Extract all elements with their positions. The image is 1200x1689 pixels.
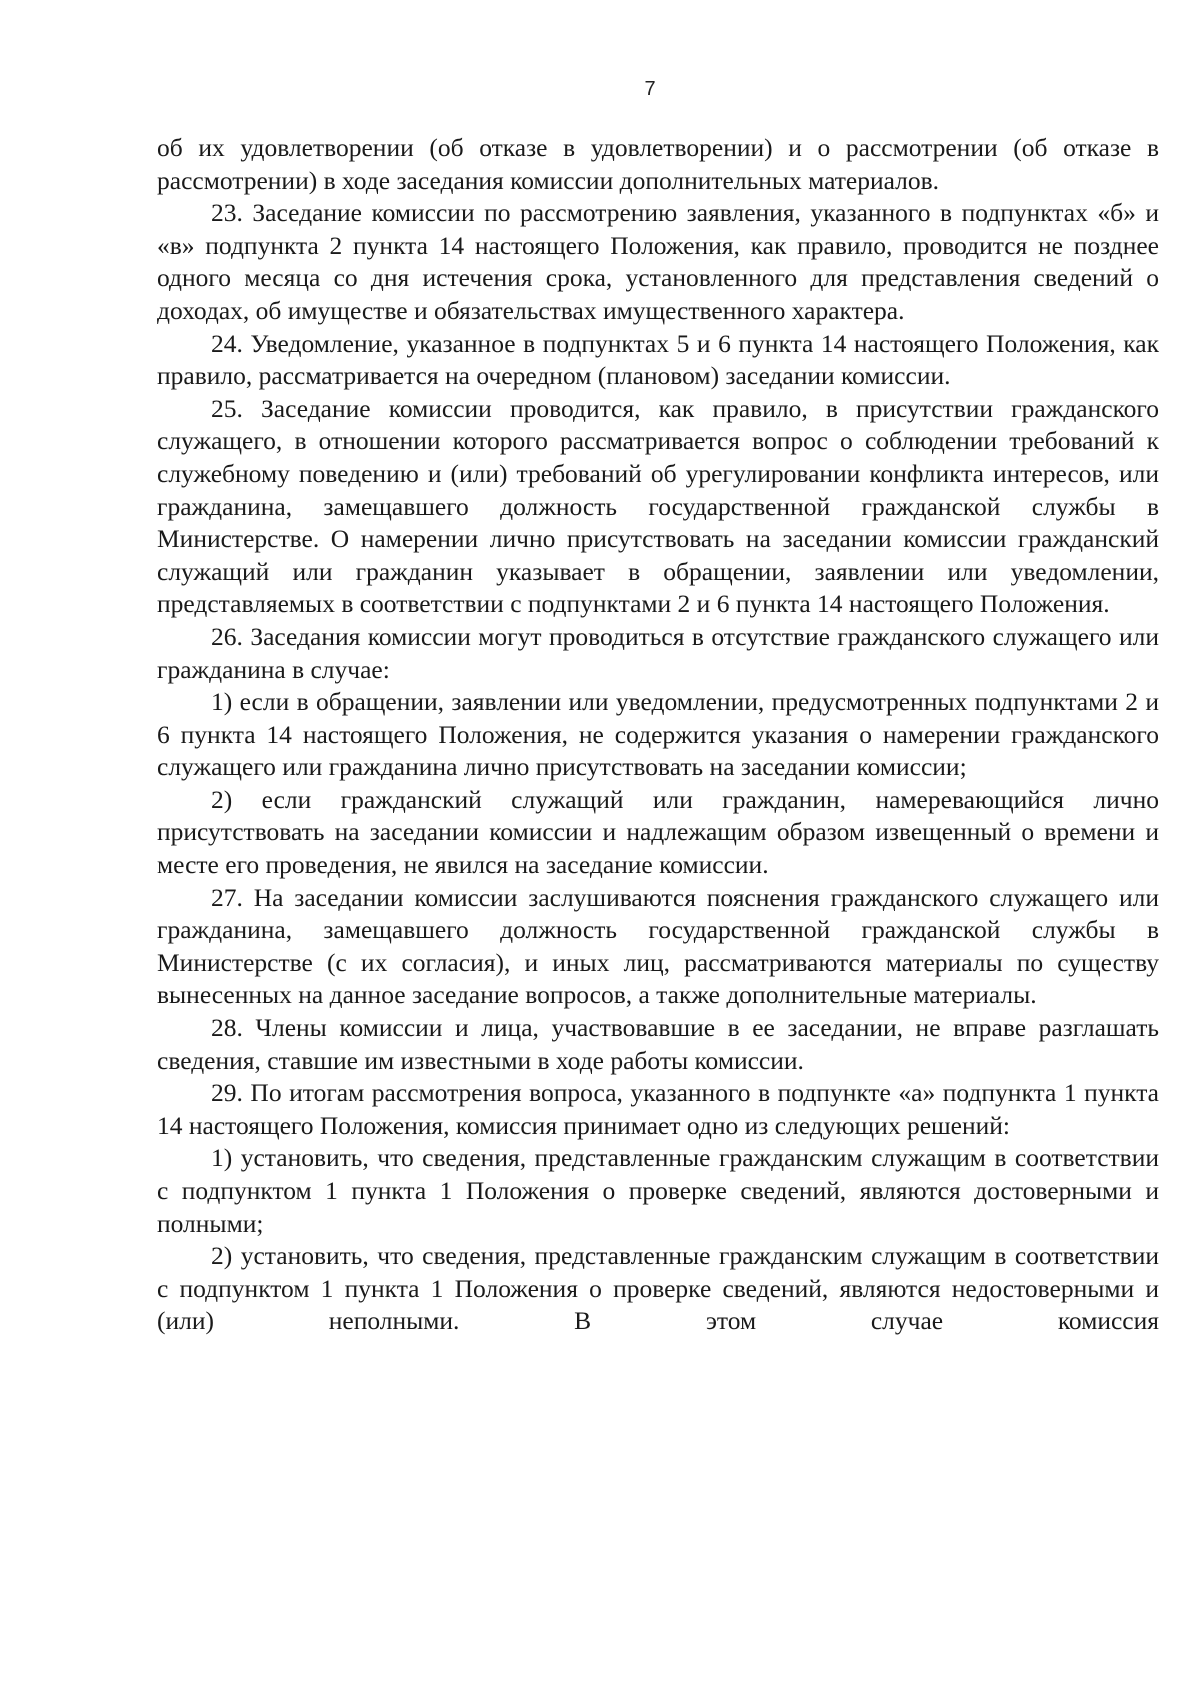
document-body [157,132,1159,1338]
paragraph-28: 28. Члены комиссии и лица, участвовавшие в ее заседании, не вправе разглашать сведения, ставшие им известными в ходе работы комиссии. [157,1013,1159,1075]
paragraph-25: 25. Заседание комиссии проводится, как правило, в присутствии гражданского служащего, в отношении которого рассматривается вопрос о соблюдении требований к служебному поведению и (или) требований об урегулировании конфликта интересов, или гражданина, замещавшего должность государственной гражданской службы в Министерстве. О намерении лично присутствовать на заседании комиссии гражданский служащий или гражданин указывает в обращении, заявлении или уведомлении, представляемых в соответствии с подпунктами 2 и 6 пункта 14 настоящего Положения. [157,393,1159,619]
paragraph-continuation: об их удовлетворении (об отказе в удовлетворении) и о рассмотрении (об отказе в рассмотрении) в ходе заседания комиссии дополнительных материалов. [157,133,1159,195]
paragraph-29-item-2: 2) установить, что сведения, представленные гражданским служащим в соответствии с подпунктом 1 пункта 1 Положения о проверке сведений, являются недостоверными и (или) неполными. В этом случае комиссия [157,1241,1159,1336]
paragraph-23: 23. Заседание комиссии по рассмотрению заявления, указанного в подпунктах «б» и «в» подпункта 2 пункта 14 настоящего Положения, как правило, проводится не позднее одного месяца со дня истечения срока, установленного для представления сведений о доходах, об имуществе и обязательствах имущественного характера. [157,198,1159,325]
paragraph-26-item-2: 2) если гражданский служащий или гражданин, намеревающийся лично присутствовать на заседании комиссии и надлежащим образом извещенный о времени и месте его проведения, не явился на заседание комиссии. [157,784,1159,880]
page-number: 7 [644,78,656,100]
paragraph-24: 24. Уведомление, указанное в подпунктах 5 и 6 пункта 14 настоящего Положения, как правило, рассматривается на очередном (плановом) заседании комиссии. [157,328,1159,391]
paragraph-26-item-1: 1) если в обращении, заявлении или уведомлении, предусмотренных подпунктами 2 и 6 пункта 14 настоящего Положения, не содержится указания о намерении гражданского служащего или гражданина лично присутствовать на заседании комиссии; [157,687,1159,782]
paragraph-29: 29. По итогам рассмотрения вопроса, указанного в подпункте «а» подпункта 1 пункта 14 настоящего Положения, комиссия принимает одно из следующих решений: [157,1078,1159,1140]
paragraph-29-item-1: 1) установить, что сведения, представленные гражданским служащим в соответствии с подпунктом 1 пункта 1 Положения о проверке сведений, являются достоверными и полными; [157,1143,1159,1238]
paragraph-27: 27. На заседании комиссии заслушиваются пояснения гражданского служащего или гражданина, замещавшего должность государственной гражданской службы в Министерстве (с их согласия), и иных лиц, рассматриваются материалы по существу вынесенных на данное заседание вопросов, а также дополнительные материалы. [157,882,1159,1010]
paragraph-26: 26. Заседания комиссии могут проводиться в отсутствие гражданского служащего или гражданина в случае: [157,621,1159,684]
